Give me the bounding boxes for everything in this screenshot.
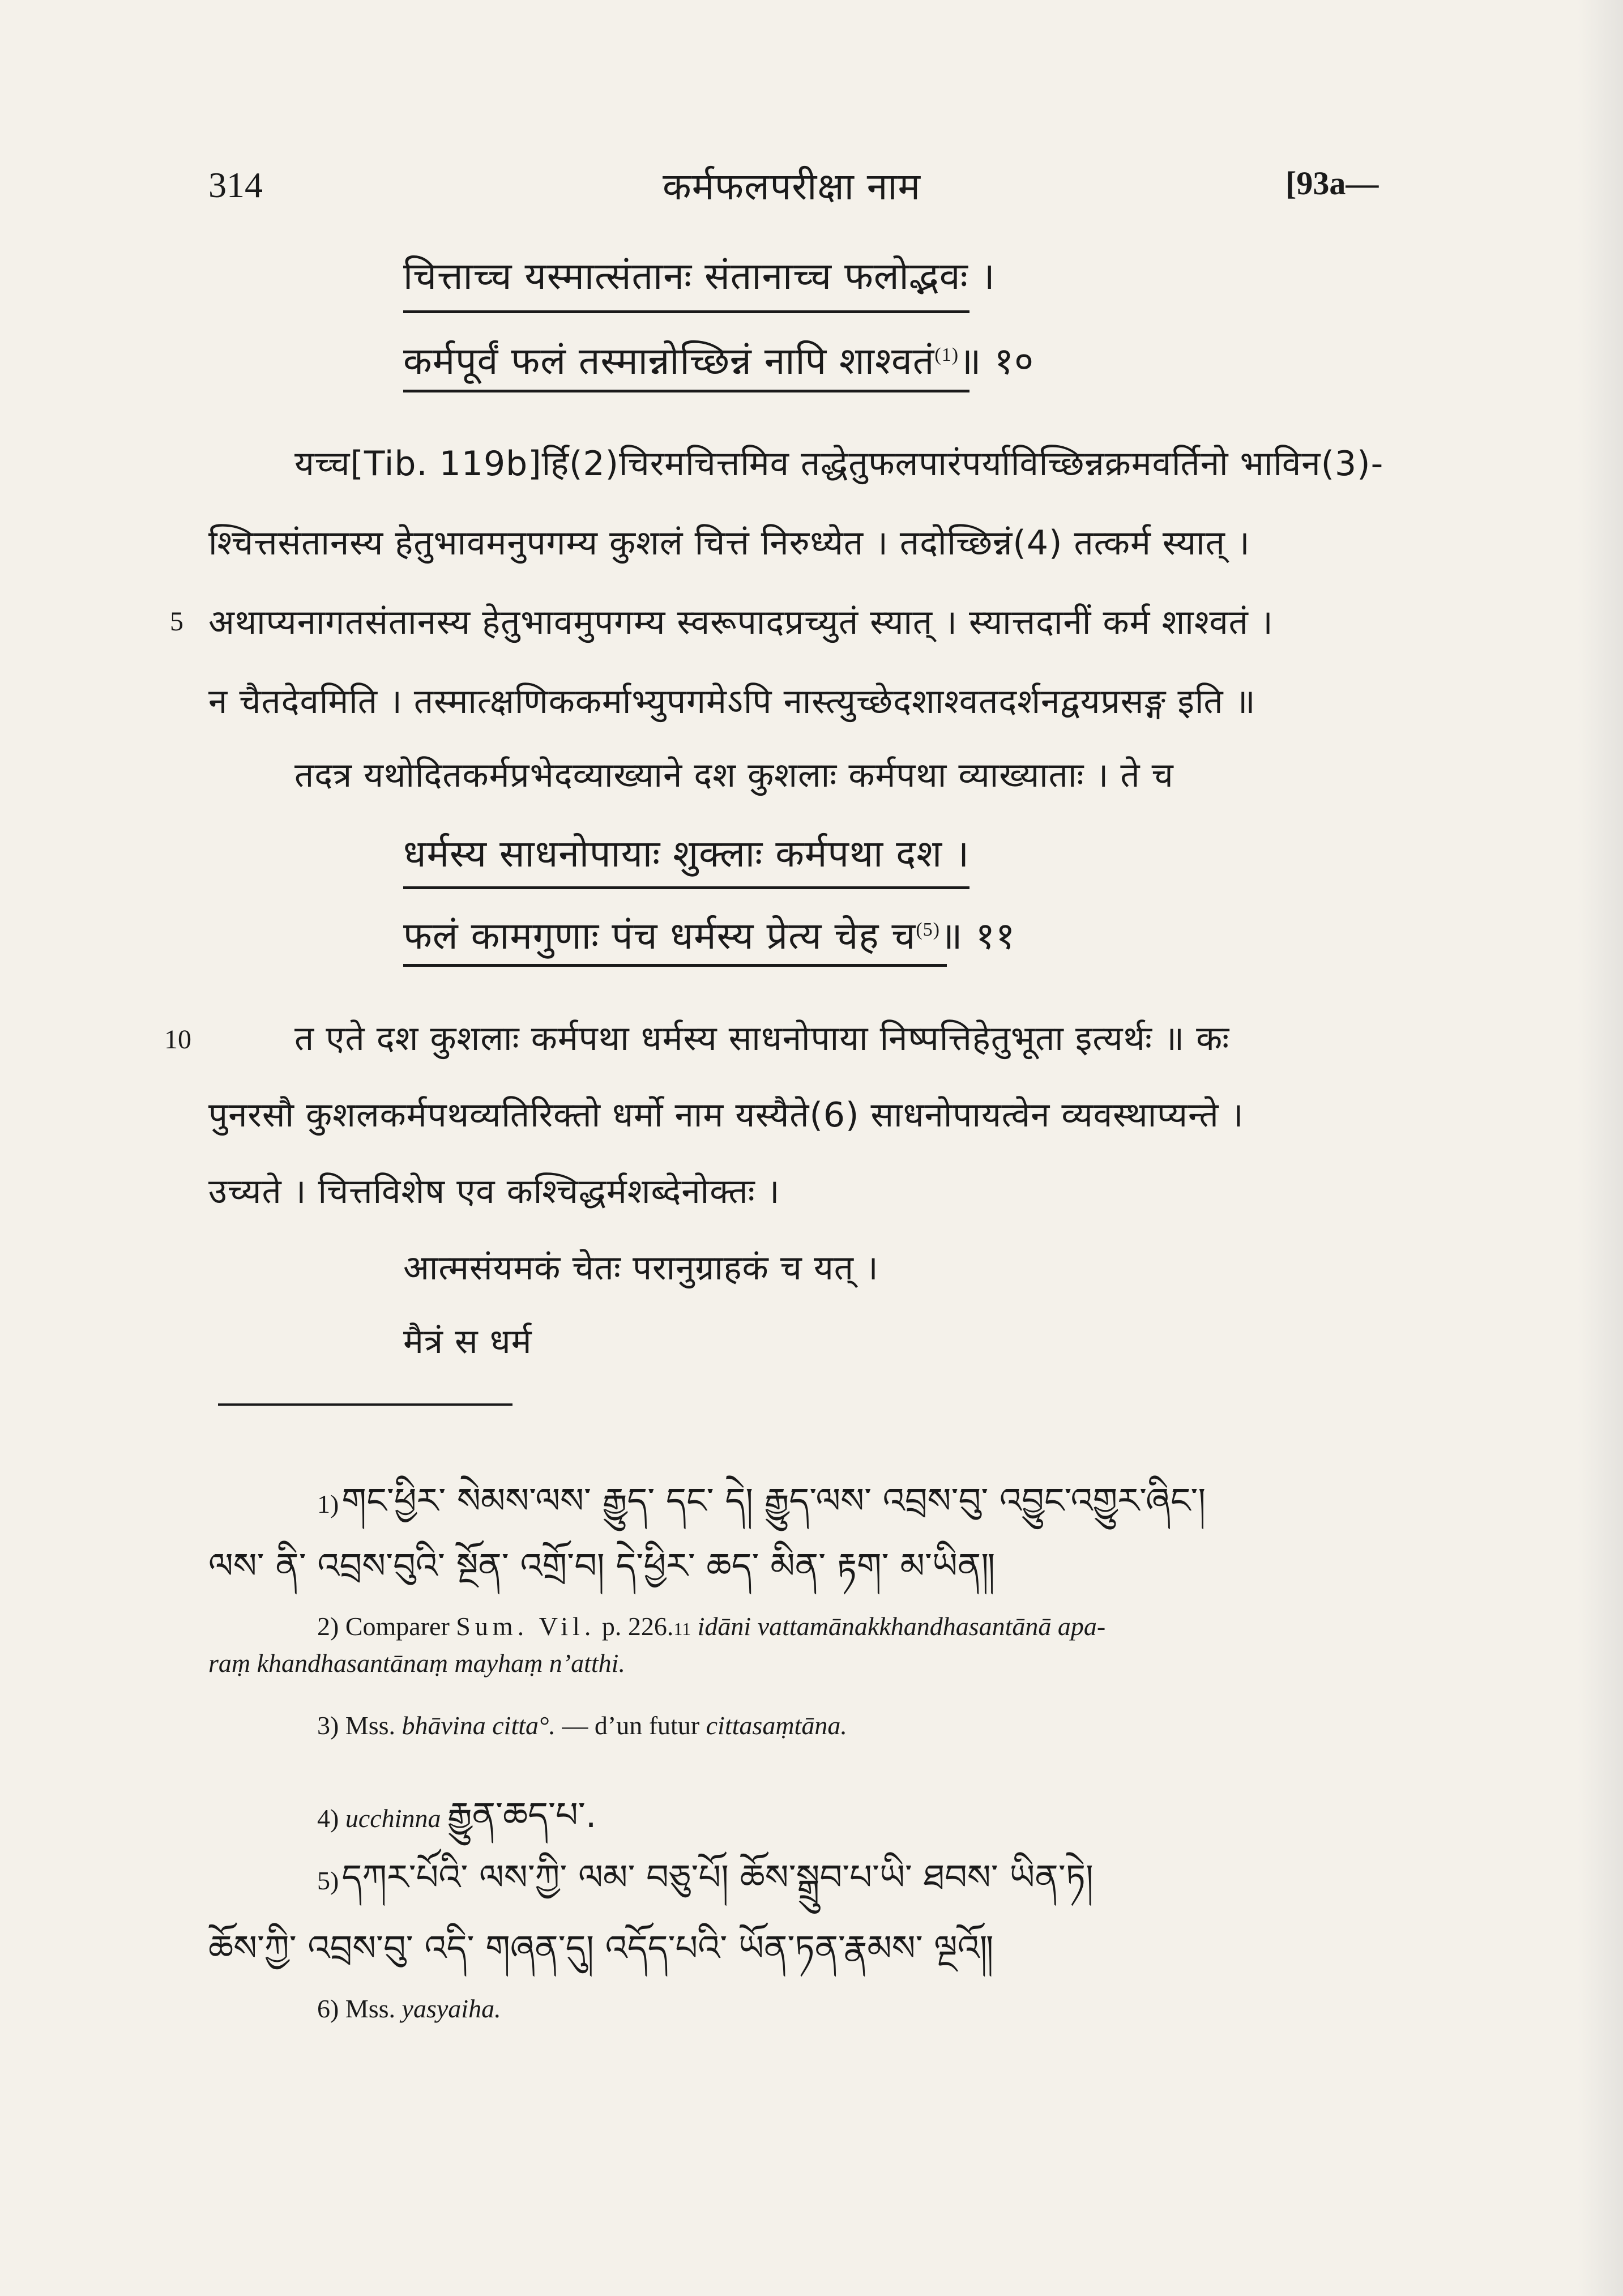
verse-underline: [403, 390, 969, 392]
tibetan-text: ཆོས་ཀྱི་ འབྲས་བུ་ འདི་ གཞན་དུ། འདོད་པའི་ ཡོན་ཏན་རྣམས་ ལྔའོ༎: [208, 1927, 994, 1969]
footnote-number: 3): [317, 1711, 339, 1740]
verse-11-line-2: [403, 909, 1015, 960]
tibetan-text: རྒྱུན་ཆད་པ་.: [447, 1794, 597, 1836]
verse-text: कर्मपूर्वं फलं तस्मान्नोच्छिन्नं नापि शाश्वतं: [403, 339, 935, 383]
reference-title: Sum. Vil.: [456, 1612, 596, 1641]
footnote-text: ucchinna: [339, 1804, 447, 1833]
footnote-number: 5): [317, 1866, 339, 1895]
footnote-text: p. 226.: [595, 1612, 674, 1641]
footnote-3: [317, 1710, 847, 1740]
verse-10-line-2: [403, 334, 1034, 385]
prose-line: पुनरसौ कुशलकर्मपथव्यतिरिक्तो धर्मो नाम यस्यैते(6) साधनोपायत्वेन व्यवस्थाप्यन्ते ।: [208, 1095, 1244, 1135]
folio-reference: [93a—: [1285, 165, 1379, 202]
footnote-text: yasyaiha.: [402, 1994, 501, 2023]
prose-line: अथाप्यनागतसंतानस्य हेतुभावमुपगम्य स्वरूपादप्रच्युतं स्यात् । स्यात्तदानीं कर्म शाश्वतं ।: [208, 603, 1274, 642]
footnote-number: 4): [317, 1804, 339, 1833]
footnote-marker: (5): [916, 919, 940, 940]
verse-underline: [403, 310, 969, 313]
verse-underline: [403, 886, 969, 889]
footnote-2: [317, 1611, 1105, 1641]
verse-number: ॥ ११: [939, 914, 1016, 958]
verse-11-line-1: धर्मस्य साधनोपायाः शुक्लाः कर्मपथा दश ।: [403, 832, 970, 876]
prose-line: यच्च[Tib. 119b]र्हि(2)चिरमचित्तमिव तद्धेतुफलपारंपर्याविच्छिन्नक्रमवर्तिनो भाविन(3)-: [294, 444, 1384, 484]
footnote-text: Mss.: [339, 1711, 402, 1740]
tibetan-text: དཀར་པོའི་ ལས་ཀྱི་ ལམ་ བཅུ་པོ། ཆོས་སྒྲུབ་པ་ཡི་ ཐབས་ ཡིན་ཏེ།: [341, 1857, 1094, 1898]
footnote-text: cittasaṃtāna.: [706, 1711, 847, 1740]
verse-10-line-1: चित्ताच्च यस्मात्संतानः संतानाच्च फलोद्भवः ।: [403, 254, 996, 298]
prose-line: श्चित्तसंतानस्य हेतुभावमनुपगम्य कुशलं चित्तं निरुध्येत । तदोच्छिन्नं(4) तत्कर्म स्यात् ।: [208, 523, 1250, 563]
footnote-text: bhāvina citta°.: [402, 1711, 556, 1740]
footnote-marker: (1): [934, 344, 959, 365]
prose-line: तदत्र यथोदितकर्मप्रभेदव्याख्याने दश कुशलाः कर्मपथा व्याख्याताः । ते च: [294, 756, 1174, 795]
prose-line: त एते दश कुशलाः कर्मपथा धर्मस्य साधनोपाया निष्पत्तिहेतुभूता इत्यर्थः ॥ कः: [294, 1019, 1230, 1059]
page-edge-shadow: [1578, 0, 1623, 2296]
line-number: 10: [164, 1025, 191, 1055]
page-number: 314: [208, 165, 263, 205]
pali-quote: raṃ khandhasantānaṃ mayhaṃ n’atthi.: [208, 1649, 625, 1678]
running-title: कर्मफलपरीक्षा नाम: [663, 165, 921, 208]
tibetan-text: ལས་ ནི་ འབྲས་བུའི་ སྔོན་ འགྲོ་བ། དེ་ཕྱིར་ ཆད་ མིན་ རྟག་ མ་ཡིན༎: [208, 1545, 996, 1586]
footnote-6: [317, 1994, 501, 2024]
verse-line: मैत्रं स धर्म: [403, 1322, 532, 1362]
pali-quote: idāni vattamānakkhandhasantānā apa-: [691, 1612, 1106, 1641]
footnote-text: Comparer: [345, 1612, 456, 1641]
prose-line: न चैतदेवमिति । तस्मात्क्षणिककर्माभ्युपगमेऽपि नास्त्युच्छेदशाश्वतदर्शनद्वयप्रसङ्ग इति ॥: [208, 682, 1256, 722]
footnote-number: 6): [317, 1994, 339, 2023]
verse-number: ॥ १०: [959, 339, 1035, 383]
tibetan-text: གང་ཕྱིར་ སེམས་ལས་ རྒྱུད་ དང་ དེ། རྒྱུད་ལས་ འབྲས་བུ་ འབྱུང་འགྱུར་ཞིང་།: [341, 1480, 1206, 1521]
prose-line: उच्यते । चित्तविशेष एव कश्चिद्धर्मशब्देनोक्तः ।: [208, 1172, 780, 1211]
footnote-number: 1): [317, 1490, 339, 1518]
verse-underline: [403, 964, 947, 967]
footnote-number: 2): [317, 1612, 339, 1641]
verse-line: आत्मसंयमकं चेतः परानुग्राहकं च यत् ।: [403, 1248, 879, 1288]
footnote-text: 11: [673, 1619, 691, 1639]
footnote-separator: [218, 1403, 512, 1406]
line-number: 5: [170, 607, 183, 637]
verse-text: फलं कामगुणाः पंच धर्मस्य प्रेत्य चेह च: [403, 914, 916, 958]
footnote-text: Mss.: [339, 1994, 402, 2023]
footnote-text: — d’un futur: [555, 1711, 706, 1740]
